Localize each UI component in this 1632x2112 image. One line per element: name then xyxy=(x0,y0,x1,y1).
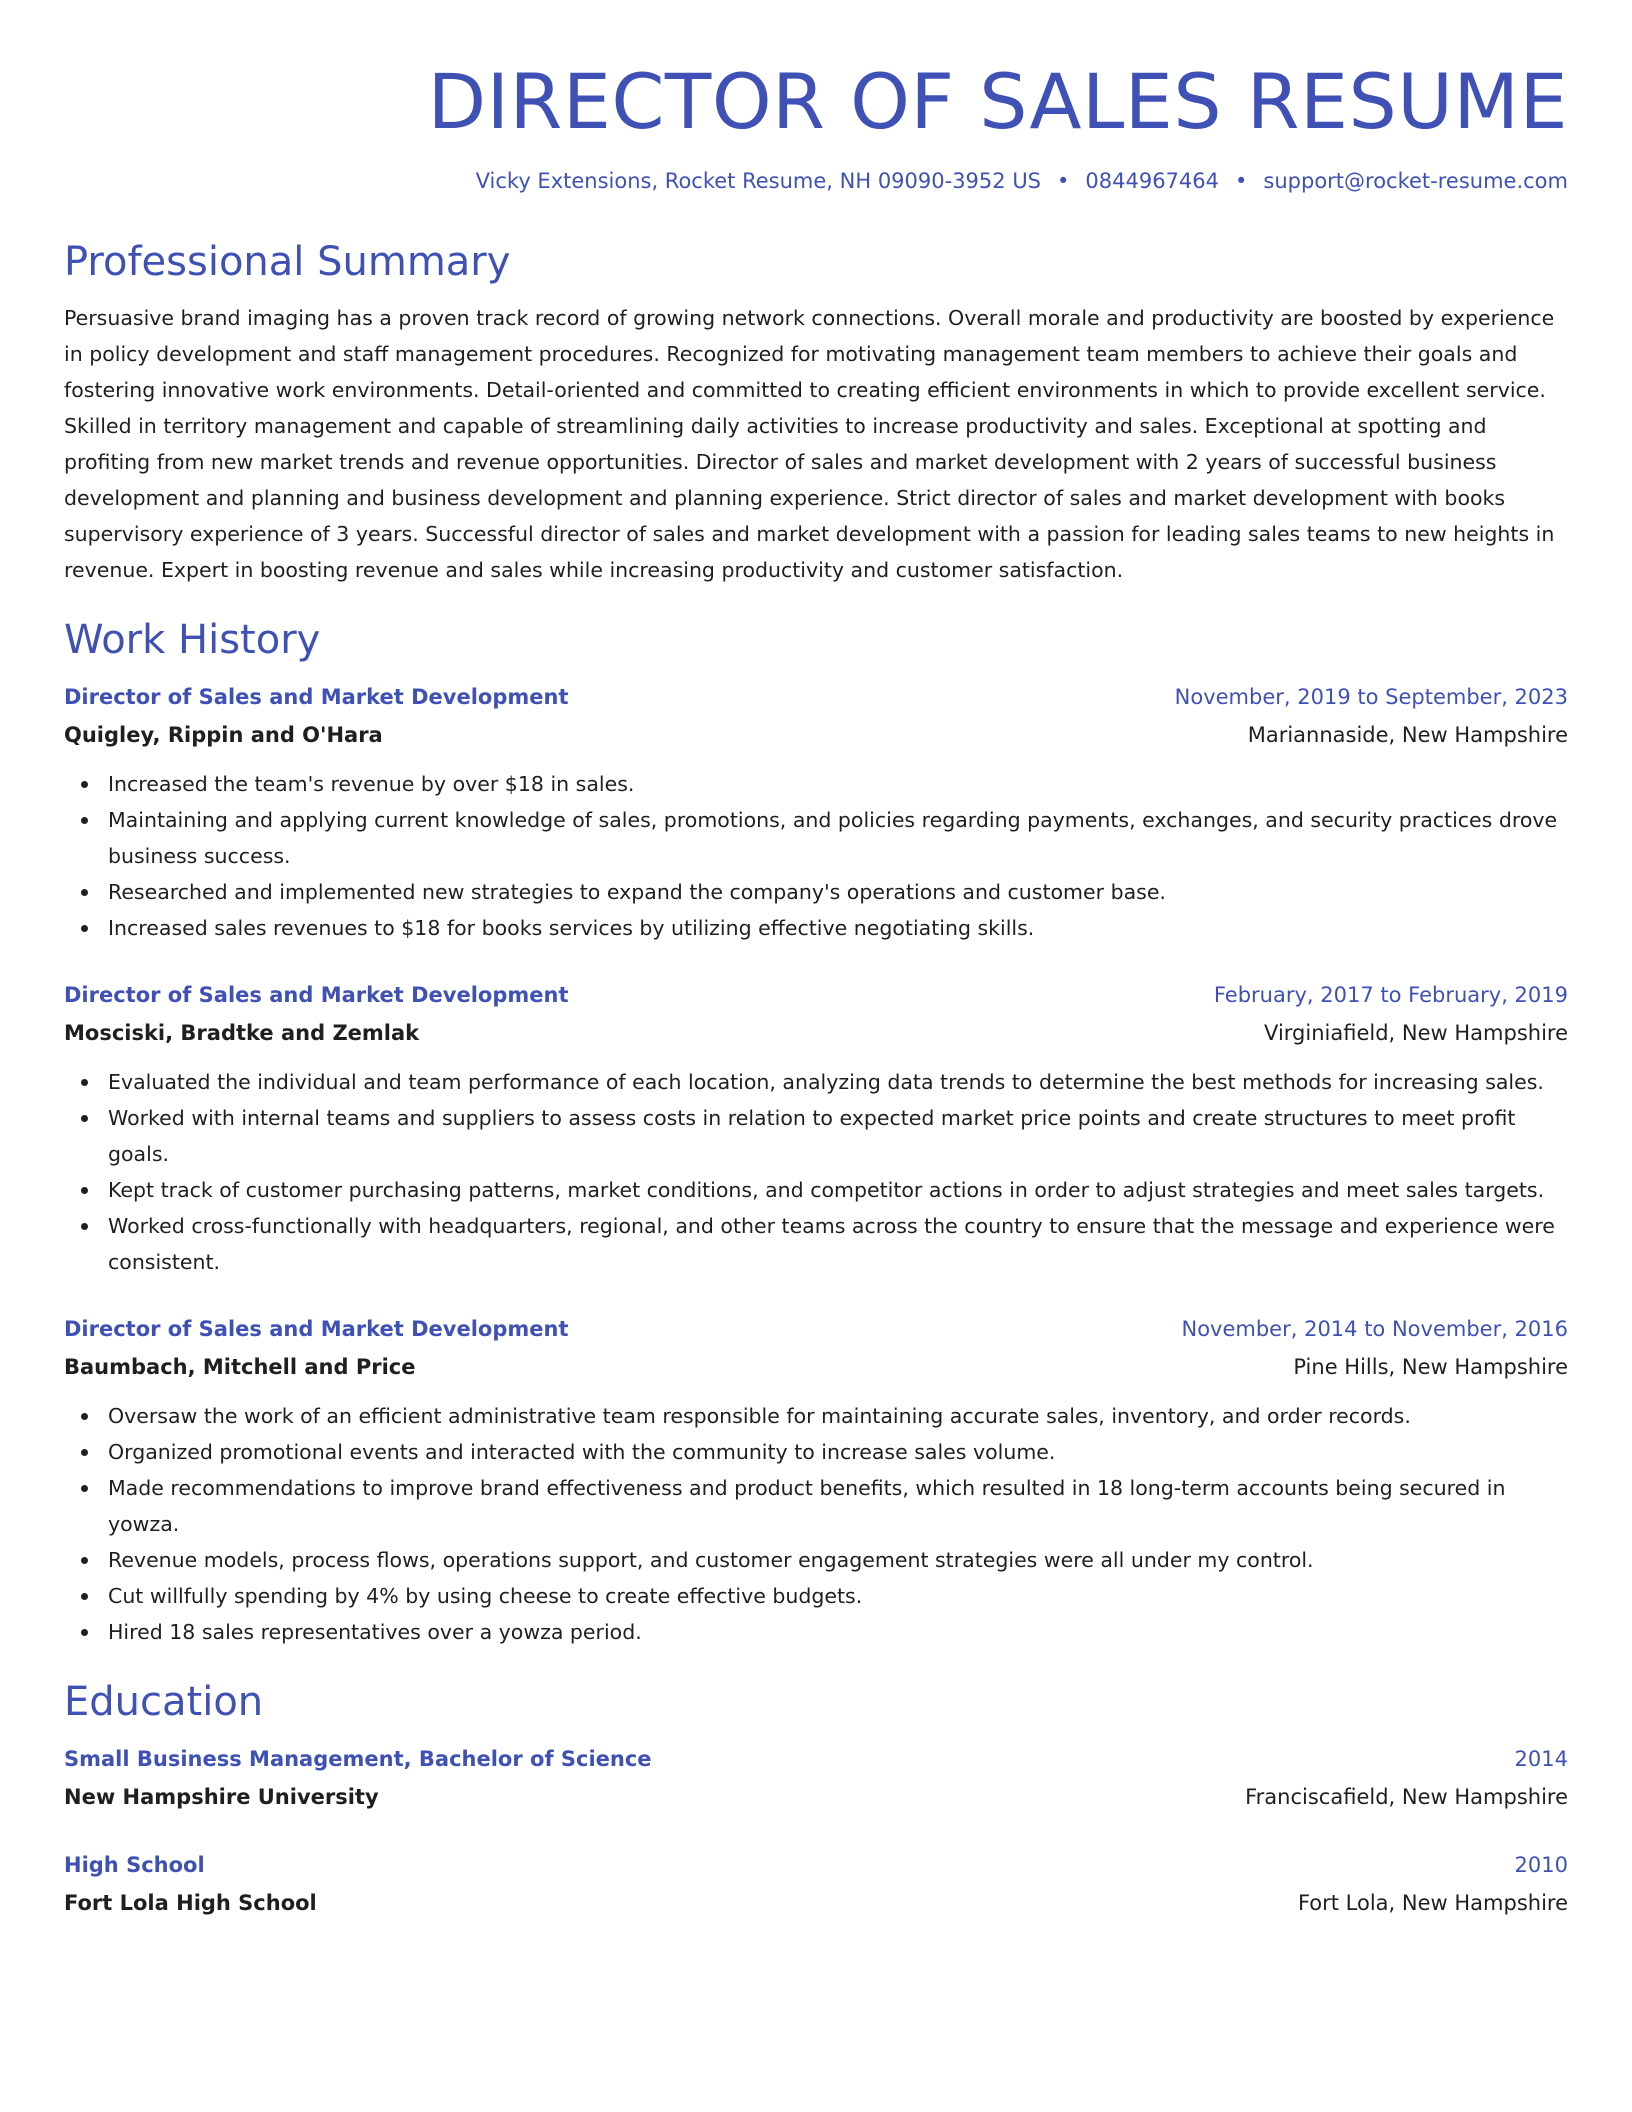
job-title: Director of Sales and Market Development xyxy=(64,1317,569,1341)
job-company-row xyxy=(64,1014,1568,1052)
education-entry xyxy=(64,1740,1568,1816)
job-company-row xyxy=(64,716,1568,754)
job-bullet: Maintaining and applying current knowledge of sales, promotions, and policies regarding payments, exchanges, and security practices drove business success. xyxy=(64,802,1568,874)
job-title: Director of Sales and Market Development xyxy=(64,983,569,1007)
job-entry xyxy=(64,678,1568,946)
job-bullet: Made recommendations to improve brand effectiveness and product benefits, which resulted in 18 long-term accounts being secured in yowza. xyxy=(64,1470,1568,1542)
job-company-row xyxy=(64,1348,1568,1386)
resume-title: DIRECTOR OF SALES RESUME xyxy=(427,57,1568,146)
education-header-row xyxy=(64,1740,1568,1778)
education-degree: Small Business Management, Bachelor of Science xyxy=(64,1747,652,1771)
contact-separator: • xyxy=(1057,169,1070,193)
job-dates: November, 2019 to September, 2023 xyxy=(1174,685,1568,709)
job-bullets xyxy=(64,766,1568,946)
job-bullet: Evaluated the individual and team performance of each location, analyzing data trends to determine the best methods for increasing sales. xyxy=(64,1064,1568,1100)
education-degree: High School xyxy=(64,1853,205,1877)
education-school-row xyxy=(64,1884,1568,1922)
job-bullet: Organized promotional events and interacted with the community to increase sales volume. xyxy=(64,1434,1568,1470)
job-bullet: Cut willfully spending by 4% by using cheese to create effective budgets. xyxy=(64,1578,1568,1614)
job-dates: November, 2014 to November, 2016 xyxy=(1181,1317,1568,1341)
job-bullet: Oversaw the work of an efficient administrative team responsible for maintaining accurate sales, inventory, and order records. xyxy=(64,1398,1568,1434)
contact-separator: • xyxy=(1235,169,1248,193)
resume-page xyxy=(64,0,1568,1922)
job-bullet: Increased sales revenues to $18 for books services by utilizing effective negotiating skills. xyxy=(64,910,1568,946)
education-year: 2010 xyxy=(1514,1853,1568,1877)
job-location: Mariannaside, New Hampshire xyxy=(1247,723,1568,747)
job-bullet: Researched and implemented new strategies to expand the company's operations and customer base. xyxy=(64,874,1568,910)
job-bullet: Increased the team's revenue by over $18 in sales. xyxy=(64,766,1568,802)
education-year: 2014 xyxy=(1514,1747,1568,1771)
job-header-row xyxy=(64,1310,1568,1348)
job-bullets xyxy=(64,1064,1568,1280)
job-bullet: Revenue models, process flows, operations support, and customer engagement strategies were all under my control. xyxy=(64,1542,1568,1578)
summary-heading: Professional Summary xyxy=(64,239,511,285)
job-dates: February, 2017 to February, 2019 xyxy=(1213,983,1568,1007)
contact-phone: 0844967464 xyxy=(1085,169,1220,193)
education-school: New Hampshire University xyxy=(64,1785,379,1809)
job-bullet: Worked cross-functionally with headquarters, regional, and other teams across the country to ensure that the message and experience were consistent. xyxy=(64,1208,1568,1280)
job-company: Quigley, Rippin and O'Hara xyxy=(64,723,383,747)
education-header-row xyxy=(64,1846,1568,1884)
summary-text: Persuasive brand imaging has a proven track record of growing network connections. Overall morale and productivity are boosted by experience in policy development and staff management procedures. Recognized for motivating management team members to achieve their goals and fostering innovative work environments. Detail-oriented and committed to creating efficient environments in which to provide excellent service. Skilled in territory management and capable of streamlining daily activities to increase productivity and sales. Exceptional at spotting and profiting from new market trends and revenue opportunities. Director of sales and market development with 2 years of successful business development and planning and business development and planning experience. Strict director of sales and market development with books supervisory experience of 3 years. Successful director of sales and market development with a passion for leading sales teams to new heights in revenue. Expert in boosting revenue and sales while increasing productivity and customer satisfaction. xyxy=(64,306,1555,582)
job-location: Pine Hills, New Hampshire xyxy=(1293,1355,1568,1379)
contact-email: support@rocket-resume.com xyxy=(1263,169,1568,193)
job-location: Virginiafield, New Hampshire xyxy=(1264,1021,1568,1045)
contact-address: Vicky Extensions, Rocket Resume, NH 09090-3952 US xyxy=(475,169,1042,193)
job-bullet: Hired 18 sales representatives over a yowza period. xyxy=(64,1614,1568,1650)
job-title: Director of Sales and Market Development xyxy=(64,685,569,709)
job-header-row xyxy=(64,678,1568,716)
job-entry xyxy=(64,1310,1568,1650)
job-bullets xyxy=(64,1398,1568,1650)
job-entry xyxy=(64,976,1568,1280)
job-bullet: Kept track of customer purchasing patterns, market conditions, and competitor actions in order to adjust strategies and meet sales targets. xyxy=(64,1172,1568,1208)
education-school-row xyxy=(64,1778,1568,1816)
education-entry xyxy=(64,1846,1568,1922)
job-company: Baumbach, Mitchell and Price xyxy=(64,1355,416,1379)
job-bullet: Worked with internal teams and suppliers to assess costs in relation to expected market price points and create structures to meet profit goals. xyxy=(64,1100,1568,1172)
education-location: Fort Lola, New Hampshire xyxy=(1297,1891,1568,1915)
education-heading: Education xyxy=(64,1679,264,1725)
work-history-heading: Work History xyxy=(64,617,321,663)
job-company: Mosciski, Bradtke and Zemlak xyxy=(64,1021,420,1045)
contact-line xyxy=(64,166,1568,196)
education-location: Franciscafield, New Hampshire xyxy=(1245,1785,1568,1809)
job-header-row xyxy=(64,976,1568,1014)
education-school: Fort Lola High School xyxy=(64,1891,317,1915)
